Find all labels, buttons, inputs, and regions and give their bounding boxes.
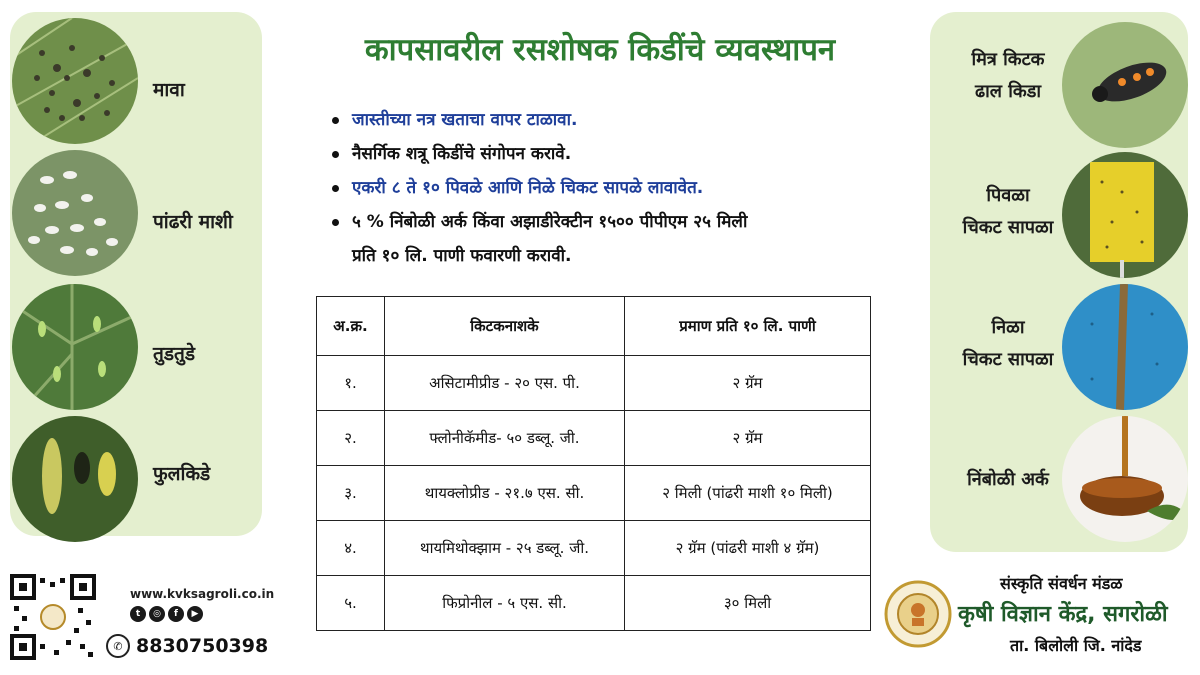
kvk-logo bbox=[884, 580, 952, 648]
cell-serial: ५. bbox=[317, 576, 385, 631]
cell-pesticide: फ्लोनीकॅमीड- ५० डब्लू. जी. bbox=[385, 411, 625, 466]
table-header-row bbox=[317, 297, 871, 356]
twitter-icon[interactable]: t bbox=[130, 606, 146, 622]
pesticide-table bbox=[316, 296, 871, 631]
phone-icon: ✆ bbox=[106, 634, 130, 658]
cell-pesticide: असिटामीप्रीड - २० एस. पी. bbox=[385, 356, 625, 411]
org-kvk-name: कृषी विज्ञान केंद्र, सगरोळी bbox=[958, 602, 1168, 627]
cell-serial: ४. bbox=[317, 521, 385, 576]
cell-serial: २. bbox=[317, 411, 385, 466]
label-yellow-trap: पिवळा चिकट सापळा bbox=[962, 185, 1054, 238]
facebook-icon[interactable]: f bbox=[168, 606, 184, 622]
header-dose: प्रमाण प्रति १० लि. पाणी bbox=[625, 297, 871, 356]
advice-item: ५ % निंबोळी अर्क किंवा अझाडीरेक्टीन १५०० पीपीएम २५ मिली प्रति १० लि. पाणी फवारणी करावी. bbox=[330, 205, 890, 273]
table-row bbox=[317, 356, 871, 411]
table-row bbox=[317, 521, 871, 576]
cell-dose: २ ग्रॅम bbox=[625, 356, 871, 411]
yellow-trap-image bbox=[1062, 152, 1188, 278]
org-location: ता. बिलोली जि. नांदेड bbox=[1010, 636, 1142, 655]
jassid-image bbox=[12, 284, 138, 410]
page-title: कापसावरील रसशोषक किडींचे व्यवस्थापन bbox=[364, 32, 836, 68]
aphid-image bbox=[12, 18, 138, 144]
advice-item: एकरी ८ ते १० पिवळे आणि निळे चिकट सापळे लावावेत. bbox=[330, 171, 890, 205]
instagram-icon[interactable]: ◎ bbox=[149, 606, 165, 622]
table-row bbox=[317, 411, 871, 466]
pest-label-thrips: फुलकिडे bbox=[153, 463, 211, 485]
qr-code[interactable] bbox=[10, 574, 96, 660]
pest-label-aphid: मावा bbox=[153, 79, 185, 101]
pest-label-whitefly: पांढरी माशी bbox=[153, 211, 233, 233]
cell-pesticide: फिप्रोनील - ५ एस. सी. bbox=[385, 576, 625, 631]
phone-number[interactable]: 8830750398 bbox=[136, 635, 269, 657]
table-row bbox=[317, 576, 871, 631]
table-row bbox=[317, 466, 871, 521]
advice-list bbox=[330, 103, 890, 273]
cell-dose: २ ग्रॅम (पांढरी माशी ४ ग्रॅम) bbox=[625, 521, 871, 576]
cell-pesticide: थायमिथोक्झाम - २५ डब्लू. जी. bbox=[385, 521, 625, 576]
org-society-name: संस्कृति संवर्धन मंडळ bbox=[1000, 574, 1123, 593]
pest-label-jassid: तुडतुडे bbox=[153, 343, 195, 365]
label-neem-extract: निंबोळी अर्क bbox=[967, 469, 1049, 490]
phone-contact bbox=[106, 634, 268, 658]
social-icons bbox=[130, 606, 203, 622]
youtube-icon[interactable]: ▶ bbox=[187, 606, 203, 622]
cell-serial: १. bbox=[317, 356, 385, 411]
cell-dose: ३० मिली bbox=[625, 576, 871, 631]
header-serial: अ.क्र. bbox=[317, 297, 385, 356]
ladybird-image bbox=[1062, 22, 1188, 148]
neem-extract-image bbox=[1062, 416, 1188, 542]
label-ladybird: मित्र किटक ढाल किडा bbox=[971, 49, 1045, 102]
advice-item: नैसर्गिक शत्रू किडींचे संगोपन करावे. bbox=[330, 137, 890, 171]
website-link[interactable]: www.kvksagroli.co.in bbox=[130, 587, 275, 601]
cell-serial: ३. bbox=[317, 466, 385, 521]
cell-dose: २ मिली (पांढरी माशी १० मिली) bbox=[625, 466, 871, 521]
thrips-image bbox=[12, 416, 138, 542]
cell-dose: २ ग्रॅम bbox=[625, 411, 871, 466]
blue-trap-image bbox=[1062, 284, 1188, 410]
advice-item: जास्तीच्या नत्र खताचा वापर टाळावा. bbox=[330, 103, 890, 137]
header-pesticide: किटकनाशके bbox=[385, 297, 625, 356]
cell-pesticide: थायक्लोप्रीड - २१.७ एस. सी. bbox=[385, 466, 625, 521]
whitefly-image bbox=[12, 150, 138, 276]
label-blue-trap: निळा चिकट सापळा bbox=[962, 317, 1054, 370]
